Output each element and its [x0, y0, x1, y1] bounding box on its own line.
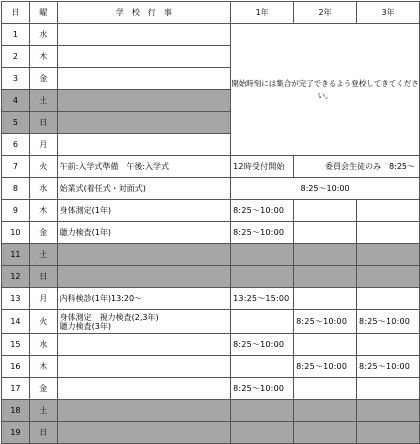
- header-grade1: 1年: [231, 2, 294, 24]
- day-cell: 13: [2, 288, 30, 310]
- grade1-cell: [231, 310, 294, 334]
- grade1-cell: [231, 266, 294, 288]
- event-cell: 始業式(着任式・対面式): [57, 178, 230, 200]
- event-cell: 身体測定(1年): [57, 200, 230, 222]
- header-events: 学 校 行 事: [57, 2, 230, 24]
- weekday-cell: 木: [29, 200, 57, 222]
- arrival-note: 開始時刻には集合が完了できるよう登校してきてください。: [231, 24, 420, 156]
- table-row: [2, 178, 420, 200]
- table-row: [2, 222, 420, 244]
- event-cell: [57, 400, 230, 422]
- table-row: [2, 200, 420, 222]
- event-cell: [57, 112, 230, 134]
- event-line: 身体測定 視力検査(2,3年): [59, 312, 159, 322]
- weekday-cell: 火: [29, 310, 57, 334]
- weekday-cell: 木: [29, 46, 57, 68]
- table-row: [2, 156, 420, 178]
- school-event-table: [1, 1, 420, 444]
- event-cell: 午前:入学式準備 午後:入学式: [57, 156, 230, 178]
- weekday-cell: 月: [29, 288, 57, 310]
- grade3-cell: [357, 266, 420, 288]
- grade2-cell: [294, 422, 357, 444]
- header-day: 日: [2, 2, 30, 24]
- event-line: 聴力検査(3年): [59, 321, 112, 331]
- header-grade3: 3年: [357, 2, 420, 24]
- grade3-cell: 8:25～10:00: [357, 356, 420, 378]
- weekday-cell: 日: [29, 266, 57, 288]
- day-cell: 16: [2, 356, 30, 378]
- weekday-cell: 月: [29, 134, 57, 156]
- grade3-cell: [357, 334, 420, 356]
- event-cell: [57, 310, 230, 334]
- grade2-cell: 8:25～10:00: [294, 310, 357, 334]
- grade3-cell: [357, 222, 420, 244]
- day-cell: 1: [2, 24, 30, 46]
- grade1-cell: [231, 356, 294, 378]
- day-cell: 8: [2, 178, 30, 200]
- grade2-cell: [294, 244, 357, 266]
- weekday-cell: 水: [29, 24, 57, 46]
- grade2-cell: 8:25～10:00: [294, 356, 357, 378]
- day-cell: 4: [2, 90, 30, 112]
- grade1-cell: [231, 244, 294, 266]
- event-cell: [57, 244, 230, 266]
- grade1-cell: 8:25～10:00: [231, 378, 294, 400]
- grade1-cell: 13:25～15:00: [231, 288, 294, 310]
- weekday-cell: 木: [29, 356, 57, 378]
- grade1-cell: [231, 400, 294, 422]
- day-cell: 15: [2, 334, 30, 356]
- grade3-cell: [357, 378, 420, 400]
- event-cell: [57, 134, 230, 156]
- day-cell: 14: [2, 310, 30, 334]
- day-cell: 3: [2, 68, 30, 90]
- grade2-cell: [294, 378, 357, 400]
- weekday-cell: 日: [29, 422, 57, 444]
- grade3-cell: [357, 400, 420, 422]
- weekday-cell: 金: [29, 68, 57, 90]
- day-cell: 5: [2, 112, 30, 134]
- table-row: [2, 24, 420, 46]
- event-cell: 内科検診(1年)13:20～: [57, 288, 230, 310]
- table-row: [2, 310, 420, 334]
- weekday-cell: 水: [29, 178, 57, 200]
- table-row: [2, 334, 420, 356]
- grade2-cell: [294, 222, 357, 244]
- day-cell: 19: [2, 422, 30, 444]
- weekday-cell: 水: [29, 334, 57, 356]
- header-grade2: 2年: [294, 2, 357, 24]
- weekday-cell: 火: [29, 156, 57, 178]
- day-cell: 12: [2, 266, 30, 288]
- grade2-cell: [294, 288, 357, 310]
- grade23-cell: 委員会生徒のみ 8:25～: [294, 156, 420, 178]
- grade2-cell: [294, 334, 357, 356]
- event-cell: [57, 46, 230, 68]
- table-row: [2, 288, 420, 310]
- header-weekday: 曜: [29, 2, 57, 24]
- weekday-cell: 土: [29, 400, 57, 422]
- day-cell: 9: [2, 200, 30, 222]
- day-cell: 7: [2, 156, 30, 178]
- grade1-cell: 8:25～10:00: [231, 222, 294, 244]
- table-row: [2, 244, 420, 266]
- weekday-cell: 日: [29, 112, 57, 134]
- grade3-cell: [357, 200, 420, 222]
- event-cell: [57, 24, 230, 46]
- event-cell: [57, 378, 230, 400]
- table-row: [2, 422, 420, 444]
- day-cell: 11: [2, 244, 30, 266]
- grade2-cell: [294, 200, 357, 222]
- grade2-cell: [294, 266, 357, 288]
- table-row: [2, 378, 420, 400]
- day-cell: 10: [2, 222, 30, 244]
- event-cell: [57, 422, 230, 444]
- grade2-cell: [294, 400, 357, 422]
- header-row: [2, 2, 420, 24]
- weekday-cell: 土: [29, 90, 57, 112]
- event-cell: [57, 90, 230, 112]
- event-cell: [57, 356, 230, 378]
- day-cell: 6: [2, 134, 30, 156]
- grade1-cell: 8:25～10:00: [231, 334, 294, 356]
- all-grades-cell: 8:25～10:00: [231, 178, 420, 200]
- weekday-cell: 金: [29, 222, 57, 244]
- grade3-cell: 8:25～10:00: [357, 310, 420, 334]
- day-cell: 2: [2, 46, 30, 68]
- event-cell: [57, 266, 230, 288]
- table-row: [2, 266, 420, 288]
- event-cell: [57, 334, 230, 356]
- grade3-cell: [357, 244, 420, 266]
- grade1-cell: 8:25～10:00: [231, 200, 294, 222]
- table-row: [2, 400, 420, 422]
- table-row: [2, 356, 420, 378]
- event-cell: 聴力検査(1年): [57, 222, 230, 244]
- grade1-cell: [231, 422, 294, 444]
- event-cell: [57, 68, 230, 90]
- grade3-cell: [357, 422, 420, 444]
- weekday-cell: 土: [29, 244, 57, 266]
- grade3-cell: [357, 288, 420, 310]
- day-cell: 18: [2, 400, 30, 422]
- grade1-cell: 12時受付開始: [231, 156, 294, 178]
- day-cell: 17: [2, 378, 30, 400]
- weekday-cell: 金: [29, 378, 57, 400]
